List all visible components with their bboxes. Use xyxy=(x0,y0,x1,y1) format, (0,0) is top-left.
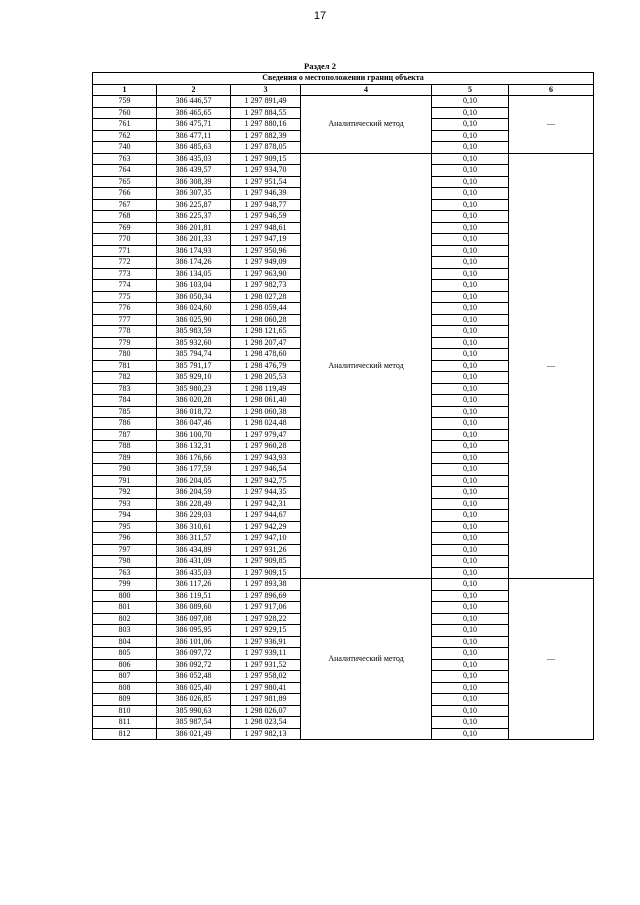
point-number-cell: 806 xyxy=(93,659,157,671)
accuracy-cell: 0,10 xyxy=(432,107,509,119)
table-row xyxy=(93,579,594,591)
x-coordinate-cell: 386 201,81 xyxy=(157,222,231,234)
y-coordinate-cell: 1 297 893,38 xyxy=(231,579,301,591)
accuracy-cell: 0,10 xyxy=(432,728,509,740)
x-coordinate-cell: 386 229,03 xyxy=(157,510,231,522)
y-coordinate-cell: 1 297 931,52 xyxy=(231,659,301,671)
x-coordinate-cell: 386 052,48 xyxy=(157,671,231,683)
x-coordinate-cell: 385 990,63 xyxy=(157,705,231,717)
y-coordinate-cell: 1 298 023,54 xyxy=(231,717,301,729)
y-coordinate-cell: 1 297 943,93 xyxy=(231,452,301,464)
x-coordinate-cell: 386 475,71 xyxy=(157,119,231,131)
x-coordinate-cell: 386 311,57 xyxy=(157,533,231,545)
accuracy-cell: 0,10 xyxy=(432,556,509,568)
x-coordinate-cell: 386 050,34 xyxy=(157,291,231,303)
point-number-cell: 781 xyxy=(93,360,157,372)
table-caption: Сведения о местоположении границ объекта xyxy=(93,73,594,85)
point-number-cell: 777 xyxy=(93,314,157,326)
y-coordinate-cell: 1 297 947,19 xyxy=(231,234,301,246)
accuracy-cell: 0,10 xyxy=(432,682,509,694)
y-coordinate-cell: 1 297 958,02 xyxy=(231,671,301,683)
point-number-cell: 780 xyxy=(93,349,157,361)
point-number-cell: 804 xyxy=(93,636,157,648)
accuracy-cell: 0,10 xyxy=(432,383,509,395)
y-coordinate-cell: 1 297 909,15 xyxy=(231,153,301,165)
page-number: 17 xyxy=(313,10,327,22)
y-coordinate-cell: 1 297 942,29 xyxy=(231,521,301,533)
point-number-cell: 763 xyxy=(93,567,157,579)
note-cell: — xyxy=(509,579,594,740)
y-coordinate-cell: 1 297 963,90 xyxy=(231,268,301,280)
x-coordinate-cell: 386 020,28 xyxy=(157,395,231,407)
accuracy-cell: 0,10 xyxy=(432,165,509,177)
point-number-cell: 805 xyxy=(93,648,157,660)
y-coordinate-cell: 1 297 949,09 xyxy=(231,257,301,269)
y-coordinate-cell: 1 297 951,54 xyxy=(231,176,301,188)
point-number-cell: 740 xyxy=(93,142,157,154)
point-number-cell: 794 xyxy=(93,510,157,522)
y-coordinate-cell: 1 297 946,59 xyxy=(231,211,301,223)
accuracy-cell: 0,10 xyxy=(432,337,509,349)
point-number-cell: 788 xyxy=(93,441,157,453)
point-number-cell: 761 xyxy=(93,119,157,131)
accuracy-cell: 0,10 xyxy=(432,211,509,223)
table-body xyxy=(93,96,594,740)
accuracy-cell: 0,10 xyxy=(432,303,509,315)
point-number-cell: 772 xyxy=(93,257,157,269)
accuracy-cell: 0,10 xyxy=(432,349,509,361)
x-coordinate-cell: 386 204,05 xyxy=(157,475,231,487)
x-coordinate-cell: 386 100,70 xyxy=(157,429,231,441)
x-coordinate-cell: 386 225,37 xyxy=(157,211,231,223)
accuracy-cell: 0,10 xyxy=(432,142,509,154)
point-number-cell: 768 xyxy=(93,211,157,223)
accuracy-cell: 0,10 xyxy=(432,245,509,257)
point-number-cell: 770 xyxy=(93,234,157,246)
accuracy-cell: 0,10 xyxy=(432,199,509,211)
accuracy-cell: 0,10 xyxy=(432,188,509,200)
x-coordinate-cell: 386 095,95 xyxy=(157,625,231,637)
x-coordinate-cell: 386 477,11 xyxy=(157,130,231,142)
accuracy-cell: 0,10 xyxy=(432,130,509,142)
accuracy-cell: 0,10 xyxy=(432,372,509,384)
point-number-cell: 776 xyxy=(93,303,157,315)
accuracy-cell: 0,10 xyxy=(432,326,509,338)
x-coordinate-cell: 386 446,57 xyxy=(157,96,231,108)
accuracy-cell: 0,10 xyxy=(432,579,509,591)
y-coordinate-cell: 1 298 061,40 xyxy=(231,395,301,407)
y-coordinate-cell: 1 297 891,49 xyxy=(231,96,301,108)
accuracy-cell: 0,10 xyxy=(432,291,509,303)
column-number: 3 xyxy=(231,84,301,96)
column-number: 6 xyxy=(509,84,594,96)
accuracy-cell: 0,10 xyxy=(432,613,509,625)
point-number-cell: 779 xyxy=(93,337,157,349)
point-number-cell: 799 xyxy=(93,579,157,591)
point-number-cell: 810 xyxy=(93,705,157,717)
method-cell: Аналитический метод xyxy=(301,96,432,154)
accuracy-cell: 0,10 xyxy=(432,441,509,453)
accuracy-cell: 0,10 xyxy=(432,544,509,556)
point-number-cell: 787 xyxy=(93,429,157,441)
y-coordinate-cell: 1 297 944,35 xyxy=(231,487,301,499)
y-coordinate-cell: 1 297 880,16 xyxy=(231,119,301,131)
x-coordinate-cell: 386 097,08 xyxy=(157,613,231,625)
y-coordinate-cell: 1 297 909,15 xyxy=(231,567,301,579)
accuracy-cell: 0,10 xyxy=(432,452,509,464)
y-coordinate-cell: 1 298 205,53 xyxy=(231,372,301,384)
x-coordinate-cell: 386 174,93 xyxy=(157,245,231,257)
x-coordinate-cell: 386 117,26 xyxy=(157,579,231,591)
point-number-cell: 767 xyxy=(93,199,157,211)
y-coordinate-cell: 1 297 928,22 xyxy=(231,613,301,625)
y-coordinate-cell: 1 297 960,28 xyxy=(231,441,301,453)
point-number-cell: 760 xyxy=(93,107,157,119)
column-number-row xyxy=(93,84,594,96)
table-row xyxy=(93,153,594,165)
point-number-cell: 811 xyxy=(93,717,157,729)
accuracy-cell: 0,10 xyxy=(432,176,509,188)
point-number-cell: 809 xyxy=(93,694,157,706)
y-coordinate-cell: 1 297 934,70 xyxy=(231,165,301,177)
y-coordinate-cell: 1 298 121,65 xyxy=(231,326,301,338)
x-coordinate-cell: 386 026,85 xyxy=(157,694,231,706)
x-coordinate-cell: 386 201,33 xyxy=(157,234,231,246)
point-number-cell: 797 xyxy=(93,544,157,556)
point-number-cell: 798 xyxy=(93,556,157,568)
x-coordinate-cell: 386 132,31 xyxy=(157,441,231,453)
point-number-cell: 765 xyxy=(93,176,157,188)
y-coordinate-cell: 1 297 929,15 xyxy=(231,625,301,637)
y-coordinate-cell: 1 297 942,31 xyxy=(231,498,301,510)
y-coordinate-cell: 1 297 979,47 xyxy=(231,429,301,441)
point-number-cell: 808 xyxy=(93,682,157,694)
x-coordinate-cell: 386 047,46 xyxy=(157,418,231,430)
accuracy-cell: 0,10 xyxy=(432,602,509,614)
point-number-cell: 807 xyxy=(93,671,157,683)
y-coordinate-cell: 1 297 936,91 xyxy=(231,636,301,648)
point-number-cell: 775 xyxy=(93,291,157,303)
x-coordinate-cell: 386 025,40 xyxy=(157,682,231,694)
x-coordinate-cell: 385 791,17 xyxy=(157,360,231,372)
method-cell: Аналитический метод xyxy=(301,579,432,740)
accuracy-cell: 0,10 xyxy=(432,648,509,660)
x-coordinate-cell: 386 018,72 xyxy=(157,406,231,418)
x-coordinate-cell: 386 101,06 xyxy=(157,636,231,648)
point-number-cell: 783 xyxy=(93,383,157,395)
point-number-cell: 773 xyxy=(93,268,157,280)
accuracy-cell: 0,10 xyxy=(432,521,509,533)
point-number-cell: 762 xyxy=(93,130,157,142)
accuracy-cell: 0,10 xyxy=(432,636,509,648)
x-coordinate-cell: 385 929,10 xyxy=(157,372,231,384)
y-coordinate-cell: 1 298 026,07 xyxy=(231,705,301,717)
note-cell: — xyxy=(509,153,594,579)
accuracy-cell: 0,10 xyxy=(432,429,509,441)
accuracy-cell: 0,10 xyxy=(432,475,509,487)
y-coordinate-cell: 1 297 882,39 xyxy=(231,130,301,142)
x-coordinate-cell: 386 225,87 xyxy=(157,199,231,211)
point-number-cell: 778 xyxy=(93,326,157,338)
point-number-cell: 764 xyxy=(93,165,157,177)
column-number: 4 xyxy=(301,84,432,96)
accuracy-cell: 0,10 xyxy=(432,153,509,165)
x-coordinate-cell: 386 439,57 xyxy=(157,165,231,177)
y-coordinate-cell: 1 297 878,05 xyxy=(231,142,301,154)
point-number-cell: 774 xyxy=(93,280,157,292)
x-coordinate-cell: 386 097,72 xyxy=(157,648,231,660)
y-coordinate-cell: 1 297 944,67 xyxy=(231,510,301,522)
point-number-cell: 789 xyxy=(93,452,157,464)
x-coordinate-cell: 385 794,74 xyxy=(157,349,231,361)
y-coordinate-cell: 1 297 896,69 xyxy=(231,590,301,602)
y-coordinate-cell: 1 298 059,44 xyxy=(231,303,301,315)
accuracy-cell: 0,10 xyxy=(432,257,509,269)
y-coordinate-cell: 1 297 917,06 xyxy=(231,602,301,614)
accuracy-cell: 0,10 xyxy=(432,268,509,280)
point-number-cell: 792 xyxy=(93,487,157,499)
y-coordinate-cell: 1 297 942,75 xyxy=(231,475,301,487)
x-coordinate-cell: 386 092,72 xyxy=(157,659,231,671)
point-number-cell: 812 xyxy=(93,728,157,740)
y-coordinate-cell: 1 297 980,41 xyxy=(231,682,301,694)
point-number-cell: 801 xyxy=(93,602,157,614)
accuracy-cell: 0,10 xyxy=(432,314,509,326)
x-coordinate-cell: 386 119,51 xyxy=(157,590,231,602)
x-coordinate-cell: 386 228,49 xyxy=(157,498,231,510)
table-header xyxy=(93,73,594,96)
x-coordinate-cell: 386 204,59 xyxy=(157,487,231,499)
point-number-cell: 784 xyxy=(93,395,157,407)
x-coordinate-cell: 386 021,49 xyxy=(157,728,231,740)
table-row xyxy=(93,96,594,108)
x-coordinate-cell: 386 307,35 xyxy=(157,188,231,200)
y-coordinate-cell: 1 297 982,13 xyxy=(231,728,301,740)
x-coordinate-cell: 386 485,63 xyxy=(157,142,231,154)
x-coordinate-cell: 386 177,59 xyxy=(157,464,231,476)
x-coordinate-cell: 386 465,65 xyxy=(157,107,231,119)
point-number-cell: 763 xyxy=(93,153,157,165)
x-coordinate-cell: 386 431,09 xyxy=(157,556,231,568)
point-number-cell: 766 xyxy=(93,188,157,200)
accuracy-cell: 0,10 xyxy=(432,96,509,108)
x-coordinate-cell: 386 103,04 xyxy=(157,280,231,292)
accuracy-cell: 0,10 xyxy=(432,705,509,717)
point-number-cell: 790 xyxy=(93,464,157,476)
x-coordinate-cell: 386 174,26 xyxy=(157,257,231,269)
accuracy-cell: 0,10 xyxy=(432,625,509,637)
point-number-cell: 796 xyxy=(93,533,157,545)
boundary-coordinates-table xyxy=(92,72,594,740)
accuracy-cell: 0,10 xyxy=(432,406,509,418)
point-number-cell: 771 xyxy=(93,245,157,257)
point-number-cell: 759 xyxy=(93,96,157,108)
accuracy-cell: 0,10 xyxy=(432,510,509,522)
x-coordinate-cell: 386 176,66 xyxy=(157,452,231,464)
y-coordinate-cell: 1 297 947,10 xyxy=(231,533,301,545)
accuracy-cell: 0,10 xyxy=(432,567,509,579)
accuracy-cell: 0,10 xyxy=(432,119,509,131)
x-coordinate-cell: 385 932,60 xyxy=(157,337,231,349)
accuracy-cell: 0,10 xyxy=(432,671,509,683)
y-coordinate-cell: 1 297 948,61 xyxy=(231,222,301,234)
x-coordinate-cell: 386 435,03 xyxy=(157,153,231,165)
accuracy-cell: 0,10 xyxy=(432,395,509,407)
accuracy-cell: 0,10 xyxy=(432,487,509,499)
column-number: 2 xyxy=(157,84,231,96)
accuracy-cell: 0,10 xyxy=(432,222,509,234)
y-coordinate-cell: 1 297 946,54 xyxy=(231,464,301,476)
accuracy-cell: 0,10 xyxy=(432,533,509,545)
accuracy-cell: 0,10 xyxy=(432,234,509,246)
point-number-cell: 802 xyxy=(93,613,157,625)
y-coordinate-cell: 1 297 948,77 xyxy=(231,199,301,211)
accuracy-cell: 0,10 xyxy=(432,694,509,706)
x-coordinate-cell: 386 435,03 xyxy=(157,567,231,579)
point-number-cell: 793 xyxy=(93,498,157,510)
accuracy-cell: 0,10 xyxy=(432,464,509,476)
x-coordinate-cell: 386 024,60 xyxy=(157,303,231,315)
y-coordinate-cell: 1 298 060,28 xyxy=(231,314,301,326)
point-number-cell: 795 xyxy=(93,521,157,533)
x-coordinate-cell: 386 310,61 xyxy=(157,521,231,533)
x-coordinate-cell: 386 025,90 xyxy=(157,314,231,326)
y-coordinate-cell: 1 297 950,96 xyxy=(231,245,301,257)
y-coordinate-cell: 1 297 981,89 xyxy=(231,694,301,706)
x-coordinate-cell: 385 987,54 xyxy=(157,717,231,729)
accuracy-cell: 0,10 xyxy=(432,590,509,602)
y-coordinate-cell: 1 297 909,85 xyxy=(231,556,301,568)
section-title: Раздел 2 xyxy=(304,61,336,71)
y-coordinate-cell: 1 298 476,79 xyxy=(231,360,301,372)
y-coordinate-cell: 1 298 207,47 xyxy=(231,337,301,349)
y-coordinate-cell: 1 297 982,73 xyxy=(231,280,301,292)
point-number-cell: 791 xyxy=(93,475,157,487)
accuracy-cell: 0,10 xyxy=(432,360,509,372)
point-number-cell: 769 xyxy=(93,222,157,234)
y-coordinate-cell: 1 298 119,49 xyxy=(231,383,301,395)
y-coordinate-cell: 1 298 024,48 xyxy=(231,418,301,430)
x-coordinate-cell: 386 134,05 xyxy=(157,268,231,280)
point-number-cell: 786 xyxy=(93,418,157,430)
y-coordinate-cell: 1 297 884,55 xyxy=(231,107,301,119)
method-cell: Аналитический метод xyxy=(301,153,432,579)
y-coordinate-cell: 1 297 946,39 xyxy=(231,188,301,200)
point-number-cell: 803 xyxy=(93,625,157,637)
column-number: 5 xyxy=(432,84,509,96)
column-number: 1 xyxy=(93,84,157,96)
y-coordinate-cell: 1 298 060,38 xyxy=(231,406,301,418)
point-number-cell: 785 xyxy=(93,406,157,418)
y-coordinate-cell: 1 297 939,11 xyxy=(231,648,301,660)
accuracy-cell: 0,10 xyxy=(432,418,509,430)
point-number-cell: 800 xyxy=(93,590,157,602)
x-coordinate-cell: 386 434,89 xyxy=(157,544,231,556)
x-coordinate-cell: 385 980,23 xyxy=(157,383,231,395)
y-coordinate-cell: 1 298 027,28 xyxy=(231,291,301,303)
note-cell: — xyxy=(509,96,594,154)
y-coordinate-cell: 1 298 478,60 xyxy=(231,349,301,361)
accuracy-cell: 0,10 xyxy=(432,717,509,729)
x-coordinate-cell: 386 308,39 xyxy=(157,176,231,188)
y-coordinate-cell: 1 297 931,26 xyxy=(231,544,301,556)
accuracy-cell: 0,10 xyxy=(432,498,509,510)
accuracy-cell: 0,10 xyxy=(432,280,509,292)
x-coordinate-cell: 385 983,59 xyxy=(157,326,231,338)
accuracy-cell: 0,10 xyxy=(432,659,509,671)
point-number-cell: 782 xyxy=(93,372,157,384)
x-coordinate-cell: 386 089,60 xyxy=(157,602,231,614)
